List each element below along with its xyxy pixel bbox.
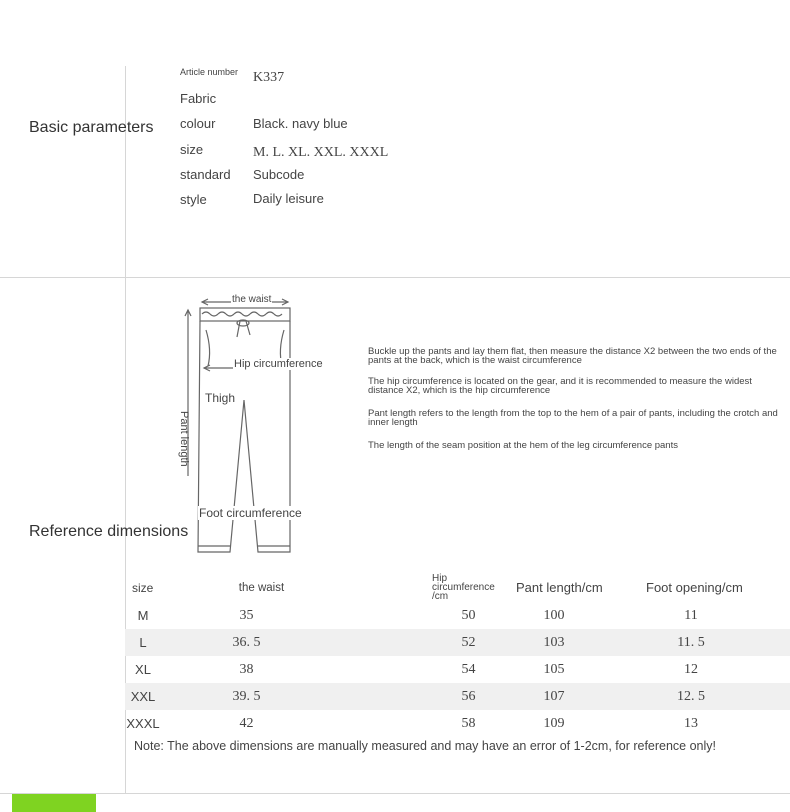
cell-pant-length: 100 [543, 607, 565, 623]
cell-hip: 58 [461, 715, 476, 731]
param-label-article-number: Article number [180, 67, 239, 77]
header-foot-opening: Foot opening/cm [646, 580, 743, 595]
cell-foot-opening: 12. 5 [641, 683, 790, 710]
table-row [125, 602, 790, 629]
cell-waist: 35 [239, 607, 254, 623]
diagram-label-pant-length: Pant length [178, 411, 190, 467]
param-label-style: style [180, 192, 207, 207]
diagram-label-hip: Hip circumference [234, 358, 323, 370]
cell-pant-length: 109 [543, 715, 565, 731]
section-divider-top [0, 277, 790, 278]
cell-hip: 50 [461, 607, 476, 623]
section-divider-bottom [0, 793, 790, 794]
cell-foot-opening: 13 [684, 715, 698, 731]
param-value-colour: Black. navy blue [253, 116, 348, 131]
param-label-standard: standard [180, 167, 231, 182]
reference-dimensions-title: Reference dimensions [29, 523, 189, 540]
diagram-label-thigh: Thigh [205, 391, 236, 405]
cell-foot-opening: 11 [684, 607, 698, 623]
cell-size: XXL [125, 683, 161, 710]
header-size: size [132, 580, 154, 595]
note-hip: The hip circumference is located on the gear, and it is recommended to measure the widest distance X2, which is the hip circumference [368, 376, 752, 396]
cell-hip: 52 [431, 629, 506, 656]
table-row [125, 710, 790, 737]
param-label-size: size [180, 142, 204, 157]
cell-foot-opening: 12 [684, 661, 698, 677]
cell-hip: 56 [431, 683, 506, 710]
basic-parameters-title: Basic parameters [29, 119, 154, 136]
note-foot: The length of the seam position at the hem of the leg circumference pants [368, 440, 678, 451]
cell-waist: 38 [239, 661, 254, 677]
cell-waist: 36. 5 [161, 629, 431, 656]
cell-pant-length: 107 [506, 683, 641, 710]
cell-size: XL [135, 662, 151, 677]
table-header-row [125, 573, 790, 602]
header-waist: the waist [238, 581, 285, 594]
table-row [125, 629, 790, 656]
cell-hip: 54 [461, 661, 476, 677]
size-table [125, 573, 790, 737]
measurement-footnote: Note: The above dimensions are manually measured and may have an error of 1-2cm, for reference only! [134, 739, 717, 753]
cell-size: M [137, 608, 149, 623]
header-hip: Hip circumference /cm [432, 573, 495, 602]
table-row [125, 656, 790, 683]
cell-waist: 42 [239, 715, 254, 731]
param-value-size: M. L. XL. XXL. XXXL [253, 145, 389, 160]
diagram-label-waist: the waist [232, 294, 272, 305]
cell-waist: 39. 5 [161, 683, 431, 710]
header-pant-length: Pant length/cm [516, 580, 603, 595]
param-label-colour: colour [180, 116, 216, 131]
accent-bar [12, 794, 96, 812]
table-row [125, 683, 790, 710]
cell-pant-length: 105 [543, 661, 565, 677]
param-value-style: Daily leisure [253, 191, 324, 206]
param-value-article-number: K337 [253, 70, 285, 85]
note-pant-length: Pant length refers to the length from the top to the hem of a pair of pants, including the crotch and inner length [368, 408, 778, 428]
diagram-label-foot: Foot circumference [199, 506, 302, 520]
param-value-standard: Subcode [253, 167, 305, 182]
cell-size: L [125, 629, 161, 656]
cell-size: XXXL [126, 716, 160, 731]
param-label-fabric: Fabric [180, 91, 217, 106]
cell-foot-opening: 11. 5 [641, 629, 790, 656]
note-waist: Buckle up the pants and lay them flat, then measure the distance X2 between the two ends of the pants at the back, which is the waist circumference [368, 346, 777, 366]
cell-pant-length: 103 [506, 629, 641, 656]
